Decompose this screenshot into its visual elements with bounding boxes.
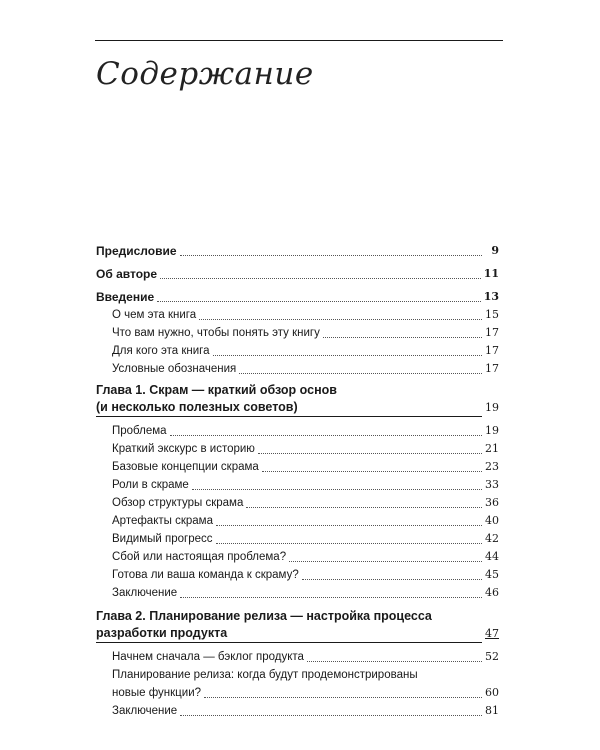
toc-subentry[interactable] (96, 422, 499, 440)
dot-leader (180, 255, 482, 256)
dot-leader (180, 597, 482, 598)
toc-page-number: 15 (485, 308, 499, 321)
toc-entry-label: Обзор структуры скрама (112, 497, 244, 509)
toc-page-number: 47 (485, 627, 499, 640)
dot-leader (302, 579, 482, 580)
dot-leader (262, 471, 482, 472)
toc-entry-label: Начнем сначала — бэклог продукта (112, 651, 304, 663)
toc-subentry[interactable] (96, 702, 499, 720)
toc-page-number: 9 (491, 244, 499, 257)
toc-entry-label: Что вам нужно, чтобы понять эту книгу (112, 327, 320, 339)
toc-entry-label: О чем эта книга (112, 309, 197, 321)
chapter-title-line: Глава 1. Скрам — краткий обзор основ (96, 383, 337, 397)
toc-subentry[interactable] (96, 530, 499, 548)
chapter-title-line: (и несколько полезных советов) (96, 399, 298, 417)
toc-page-number: 13 (483, 290, 499, 303)
toc-entry-about[interactable] (96, 265, 499, 283)
chapter-title-line: Глава 2. Планирование релиза — настройка процесса (96, 609, 432, 623)
toc-subentry[interactable] (96, 566, 499, 584)
toc-entry-label: Краткий экскурс в историю (112, 443, 255, 455)
toc-page-number: 23 (485, 460, 499, 473)
toc-subentry[interactable] (96, 548, 499, 566)
toc-page-number: 40 (485, 514, 499, 527)
dot-leader (180, 715, 482, 716)
toc-entry-label: Планирование релиза: когда будут продемонстрированы (112, 669, 418, 681)
toc-subentry[interactable] (96, 512, 499, 530)
toc-subentry[interactable] (96, 458, 499, 476)
chapter-title-line: разработки продукта (96, 625, 227, 643)
toc-page-number: 42 (485, 532, 499, 545)
toc-entry-label: Артефакты скрама (112, 515, 213, 527)
toc-entry-label: Введение (96, 290, 155, 304)
toc-page-number: 52 (485, 650, 499, 663)
toc-page-number: 11 (483, 267, 499, 280)
toc-entry-label: Видимый прогресс (112, 533, 213, 545)
toc-subentry[interactable] (96, 306, 499, 324)
dot-leader (216, 543, 482, 544)
toc-chapter-2[interactable] (96, 608, 499, 643)
toc-subentry[interactable] (96, 494, 499, 512)
dot-leader (192, 489, 482, 490)
toc-subentry[interactable] (96, 440, 499, 458)
dot-leader (160, 278, 481, 279)
toc-subentry[interactable] (96, 584, 499, 602)
toc-entry-label: Проблема (112, 425, 167, 437)
dot-leader (199, 319, 482, 320)
toc-page-number: 46 (485, 586, 499, 599)
toc-page-number: 19 (485, 424, 499, 437)
toc-entry-label: Готова ли ваша команда к скраму? (112, 569, 299, 581)
toc-page-number: 17 (485, 326, 499, 339)
dot-leader (170, 435, 482, 436)
toc-subentry[interactable] (96, 476, 499, 494)
toc-entry-label: Заключение (112, 705, 178, 717)
page-title: Содержание (96, 56, 314, 92)
dot-leader (298, 416, 482, 417)
dot-leader (239, 373, 482, 374)
chapter-leader (227, 625, 499, 643)
toc-page-number: 17 (485, 344, 499, 357)
toc-page-number: 33 (485, 478, 499, 491)
toc-page-number: 81 (485, 704, 499, 717)
dot-leader (246, 507, 482, 508)
toc-entry-label: Об авторе (96, 267, 158, 281)
toc-entry-label: Роли в скраме (112, 479, 189, 491)
dot-leader (157, 301, 481, 302)
chapter-leader (298, 399, 499, 417)
table-of-contents (96, 240, 499, 720)
toc-entry-label: Предисловие (96, 244, 177, 258)
toc-page-number: 45 (485, 568, 499, 581)
toc-entry-label: Для кого эта книга (112, 345, 210, 357)
dot-leader (213, 355, 483, 356)
toc-chapter-1[interactable] (96, 382, 499, 417)
top-rule (95, 40, 503, 41)
toc-entry-preface[interactable] (96, 242, 499, 260)
dot-leader (216, 525, 482, 526)
dot-leader (227, 642, 482, 643)
toc-entry-intro[interactable] (96, 288, 499, 306)
toc-page-number: 19 (485, 401, 499, 414)
dot-leader (323, 337, 482, 338)
toc-page-number: 21 (485, 442, 499, 455)
toc-page-number: 60 (485, 686, 499, 699)
toc-subentry[interactable] (96, 342, 499, 360)
toc-subentry[interactable] (96, 648, 499, 666)
toc-entry-label: новые функции? (112, 687, 202, 699)
toc-subentry[interactable] (96, 324, 499, 342)
toc-page-number: 17 (485, 362, 499, 375)
toc-entry-label: Сбой или настоящая проблема? (112, 551, 287, 563)
dot-leader (258, 453, 482, 454)
toc-subentry[interactable] (96, 360, 499, 378)
toc-entry-label: Заключение (112, 587, 178, 599)
toc-entry-label: Условные обозначения (112, 363, 237, 375)
dot-leader (204, 697, 482, 698)
toc-page-number: 44 (485, 550, 499, 563)
dot-leader (307, 661, 482, 662)
toc-subentry[interactable] (96, 666, 499, 702)
toc-entry-label: Базовые концепции скрама (112, 461, 259, 473)
dot-leader (289, 561, 482, 562)
toc-page-number: 36 (485, 496, 499, 509)
